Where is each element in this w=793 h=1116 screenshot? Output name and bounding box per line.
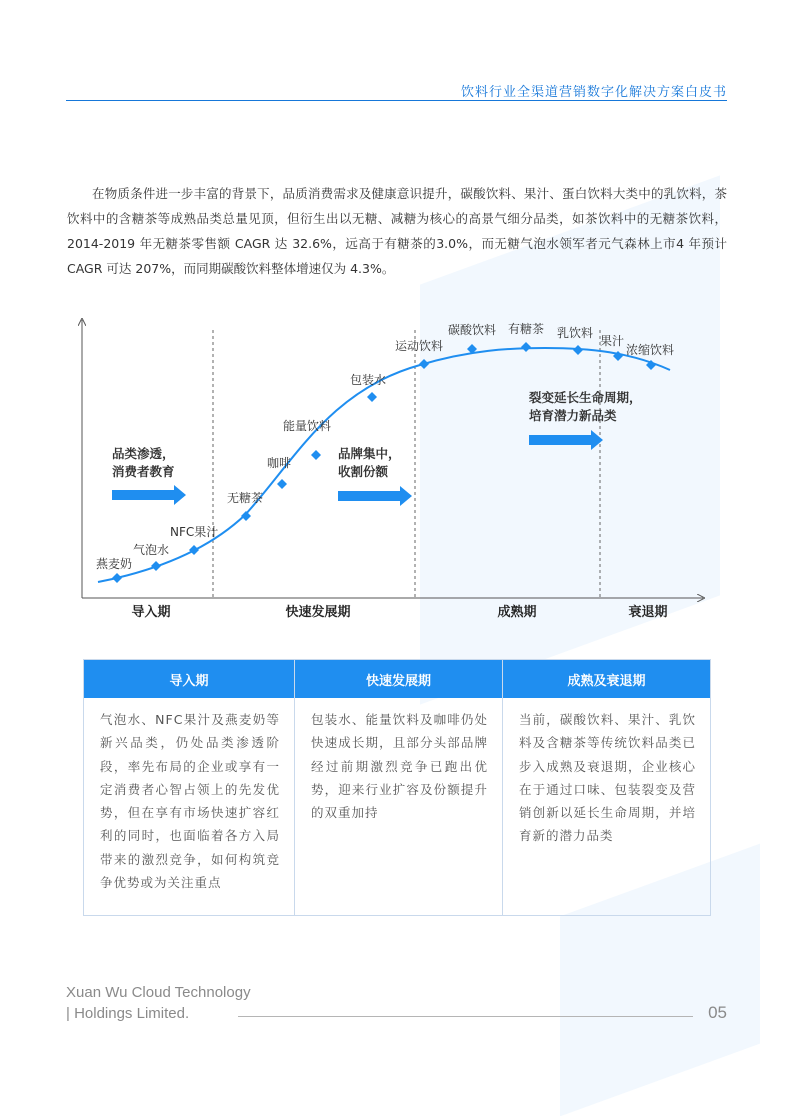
product-label: 咖啡 [267,456,292,470]
table-header-cell: 成熟及衰退期 [503,660,710,698]
direction-arrow [112,485,186,505]
curve-point-marker [311,450,321,460]
product-label: NFC果汁 [170,525,219,539]
table-header-cell: 导入期 [84,660,294,698]
table-cell: 当前，碳酸饮料、果汁、乳饮料及含糖茶等传统饮料品类已步入成熟及衰退期，企业核心在于通过口味、包装裂变及营销创新以延长生命周期，并培育新的潜力品类 [519,712,696,844]
table-header-cell: 快速发展期 [295,660,502,698]
curve-point-marker [573,345,583,355]
direction-arrow [529,430,603,450]
product-label: 气泡水 [133,543,170,557]
annotation-text: 消费者教育 [112,464,175,479]
curve-point-marker [151,561,161,571]
lifecycle-diagram [70,310,720,630]
curve-point-marker [189,545,199,555]
intro-paragraph: 在物质条件进一步丰富的背景下，品质消费需求及健康意识提升，碳酸饮料、果汁、蛋白饮料大类中的乳饮料，茶饮料中的含糖茶等成熟品类总量见顶，但衍生出以无糖、减糖为核心的高景气细分品类，如茶饮料中的无糖茶饮料， 2014-2019 年无糖茶零售额 CAGR 达 32.6%，远高于有糖茶的3.0%，而无糖气泡水领军者元气森林上市4 年预计 CAGR 可达 207%，而同期碳酸饮料整体增速仅为 4.3%。 [67,186,727,276]
product-label: 乳饮料 [557,326,594,340]
page-header [0,0,793,110]
annotation-text: 收割份额 [338,464,389,479]
product-label: 无糖茶 [227,491,264,505]
product-label: 有糖茶 [508,322,545,336]
annotation-text: 品牌集中， [338,446,401,461]
annotation-text: 品类渗透， [112,446,175,461]
product-label: 包装水 [350,373,387,387]
product-label: 能量饮料 [283,419,332,433]
company-name-line: Xuan Wu Cloud Technology [66,984,251,1001]
curve-point-marker [277,479,287,489]
table-cell: 包装水、能量饮料及咖啡仍处快速成长期，且部分头部品牌经过前期激烈竞争已跑出优势，迎来行业扩容及份额提升的双重加持 [311,712,488,821]
product-label: 运动饮料 [395,339,444,353]
curve-point-marker [112,573,122,583]
direction-arrow [338,486,412,506]
footer-divider [238,1016,693,1017]
page-number: 05 [708,1003,727,1022]
annotation-text: 培育潜力新品类 [529,408,617,423]
document-title: 饮料行业全渠道营销数字化解决方案白皮书 [460,85,727,100]
product-label: 果汁 [600,334,625,348]
product-label: 碳酸饮料 [448,323,497,337]
stage-table [83,659,711,916]
stage-label: 快速发展期 [285,605,351,620]
stage-label: 导入期 [131,605,171,620]
curve-point-marker [367,392,377,402]
stage-label: 衰退期 [628,605,668,620]
company-name [66,982,251,1024]
table-cell: 气泡水、NFC果汁及燕麦奶等新兴品类，仍处品类渗透阶段，率先布局的企业或享有一定消费者心智占领上的先发优势，但在享有市场快速扩容红利的同时，也面临着各方入局带来的激烈竞争，如何构筑竞争优势或为关注重点 [100,712,280,891]
curve-point-marker [241,511,251,521]
header-divider [66,100,727,101]
curve-point-marker [419,359,429,369]
curve-point-marker [521,342,531,352]
product-label: 燕麦奶 [96,557,133,571]
company-name-line: | Holdings Limited. [66,1005,190,1022]
stage-label: 成熟期 [497,605,537,620]
annotation-text: 裂变延长生命周期， [529,390,642,405]
product-label: 浓缩饮料 [626,343,675,357]
